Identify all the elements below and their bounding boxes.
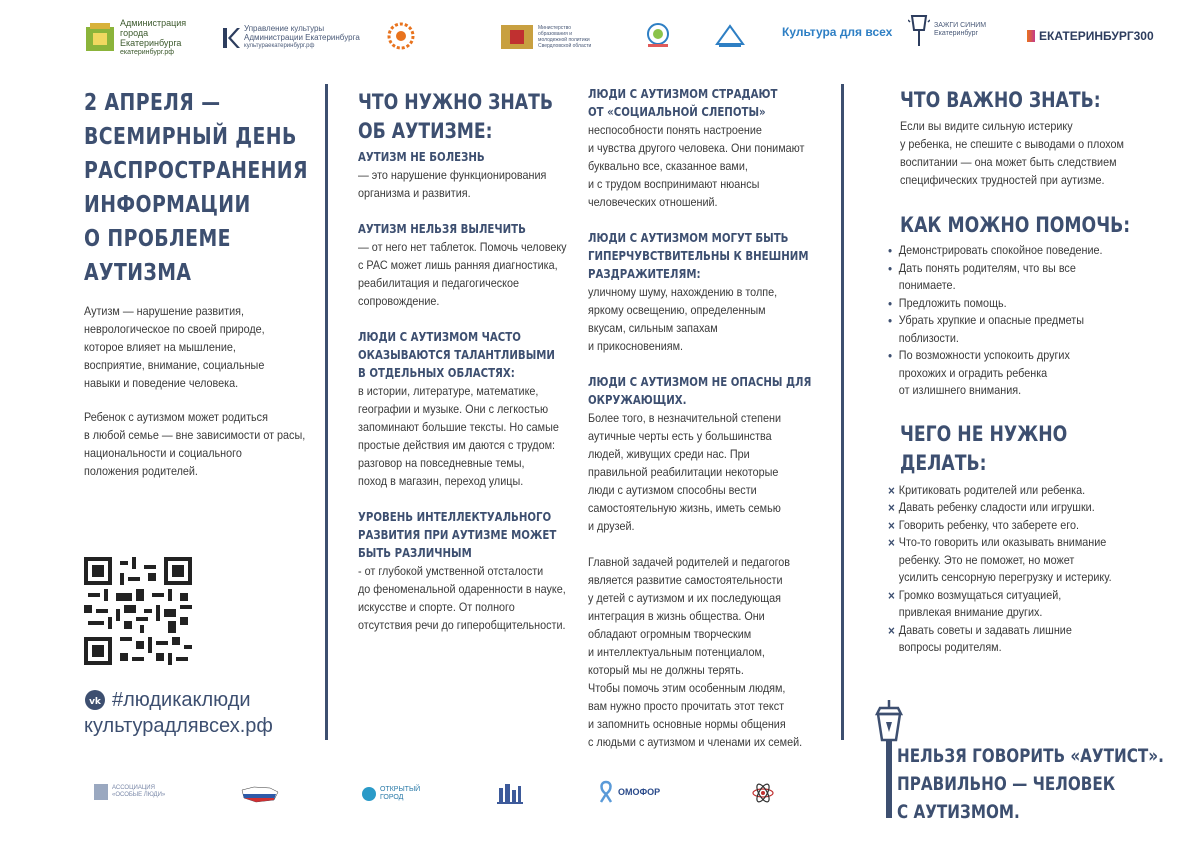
atom-logo — [752, 782, 774, 804]
col3 — [588, 85, 851, 751]
open-city-logo: ОТКРЫТЫЙ ГОРОД — [362, 786, 430, 802]
qr-code[interactable] — [84, 557, 192, 665]
k-letter-icon — [222, 27, 240, 49]
what-to-know-text: Если вы видите сильную истерику у ребенка, не спешите с выводами о плохом воспитании — она может быть следствием специфических трудностей при аутизме. — [900, 119, 1124, 187]
col2-section-2: АУТИЗМ НЕЛЬЗЯ ВЫЛЕЧИТЬ — от него нет таблеток. Помочь человеку с РАС может лишь ранняя диагностика, реабилитация и педагогическое сопровождение. — [358, 222, 567, 308]
list-item: • Убрать хрупкие и опасные предметы — [888, 312, 1151, 330]
title-line: 2 АПРЕЛЯ — — [84, 90, 221, 116]
hashtag-row[interactable] — [84, 687, 273, 739]
russia-map-logo — [240, 784, 280, 804]
list-item: от излишнего внимания. — [898, 383, 1022, 397]
site-link[interactable]: культурадлявсех.рф — [84, 715, 273, 737]
list-item: × Давать советы и задавать лишние — [888, 622, 1151, 640]
col2-section-3: ЛЮДИ С АУТИЗМОМ ЧАСТО ОКАЗЫВАЮТСЯ ТАЛАНТЛИВЫМИ В ОТДЕЛЬНЫХ ОБЛАСТЯХ: в истории, литературе, математике, географии и музыке. Они с легкостью запоминают большие тексты. Но самые простые действия им даются с трудом: разговор на повседневные темы, поход в магазин, переход улицы. — [358, 330, 559, 488]
list-item: вопросы родителям. — [898, 640, 1002, 654]
list-item: × Критиковать родителей или ребенка. — [888, 482, 1151, 500]
col1-title — [84, 86, 357, 290]
bottom-note: НЕЛЬЗЯ ГОВОРИТЬ «АУТИСТ». ПРАВИЛЬНО — ЧЕЛОВЕК С АУТИЗМОМ. — [897, 745, 1164, 823]
col1-paragraph-2: Ребенок с аутизмом может родиться в любой семье — вне зависимости от расы, национальности и социального положения родителей. — [84, 410, 306, 478]
what-not-to-do-title: ЧЕГО НЕ НУЖНО ДЕЛАТЬ: — [900, 421, 1068, 475]
vk-icon[interactable] — [84, 689, 106, 711]
admin-logo: Администрация города Екатеринбурга екатеринбург.рф — [84, 18, 192, 58]
col2-title: ОБ АУТИЗМЕ: — [358, 119, 493, 143]
title-line: О ПРОБЛЕМЕ — [84, 226, 231, 252]
how-to-help-title: КАК МОЖНО ПОМОЧЬ: — [900, 213, 1131, 237]
title-line: ИНФОРМАЦИИ — [84, 192, 251, 218]
hashtag[interactable]: #людикаклюди — [112, 689, 251, 711]
list-item: поблизости. — [898, 330, 959, 345]
title-line: РАСПРОСТРАНЕНИЯ — [84, 158, 308, 184]
what-not-to-do-list — [888, 482, 1181, 657]
culture-for-all-logo: Культура для всех — [782, 25, 893, 39]
list-item: × Говорить ребенку, что заберете его. — [888, 517, 1151, 535]
col4 — [888, 86, 1181, 657]
list-item: • По возможности успокоить других — [888, 347, 1151, 365]
zazhgi-siniim-logo: ЗАЖГИ СИНИМ Екатеринбург — [908, 12, 990, 48]
list-item: × Что-то говорить или оказывать внимание — [888, 534, 1151, 552]
title-line: АУТИЗМА — [84, 260, 192, 286]
omofor-logo: ОМОФОР — [598, 780, 660, 804]
svg-text:vk: vk — [89, 697, 101, 707]
list-item: привлекая внимание других. — [898, 605, 1043, 619]
title-line: ВСЕМИРНЫЙ ДЕНЬ — [84, 124, 297, 150]
association-logo: АССОЦИАЦИЯ «ОСОБЫЕ ЛЮДИ» — [94, 784, 176, 800]
ribbon-icon — [598, 780, 614, 804]
list-item: × Давать ребенку сладости или игрушки. — [888, 499, 1151, 517]
city-skyline-logo — [495, 780, 525, 806]
how-to-help-list — [888, 242, 1181, 400]
list-item: усилить сенсорную перегрузку и истерику. — [898, 570, 1112, 584]
lantern-icon — [908, 12, 930, 48]
col3-section-3: ЛЮДИ С АУТИЗМОМ НЕ ОПАСНЫ ДЛЯ ОКРУЖАЮЩИХ. Более того, в незначительной степени аутичные черты есть у большинства людей, живущих среди нас. При правильной реабилитации некоторые люди с аутизмом способны вести самостоятельную жизнь, иметь семью и друзей. — [588, 375, 812, 533]
culture-dept-logo: Управление культуры Администрации Екатеринбурга культураекатеринбург.рф — [222, 24, 362, 51]
col2-section-4: УРОВЕНЬ ИНТЕЛЛЕКТУАЛЬНОГО РАЗВИТИЯ ПРИ АУТИЗМЕ МОЖЕТ БЫТЬ РАЗЛИЧНЫМ - от глубокой умственной отсталости до феноменальной одаренности в науке, искусстве и спорте. От полного отсутствия речи до гиперобщительности. — [358, 510, 566, 632]
list-item: понимаете. — [898, 278, 956, 292]
tent-logo — [715, 24, 745, 48]
col3-section-2: ЛЮДИ С АУТИЗМОМ МОГУТ БЫТЬ ГИПЕРЧУВСТВИТЕЛЬНЫ К ВНЕШНИМ РАЗДРАЖИТЕЛЯМ: уличному шуму, нахождению в толпе, яркому освещению, определенным вкусам, сильным запахам и прикосновениям. — [588, 231, 809, 353]
list-item: • Предложить помощь. — [888, 295, 1151, 313]
list-item: • Демонстрировать спокойное поведение. — [888, 242, 1151, 260]
what-to-know-title: ЧТО ВАЖНО ЗНАТЬ: — [900, 88, 1101, 112]
list-item: ребенку. Это не поможет, но может — [898, 552, 1075, 567]
col1-paragraph-1: Аутизм — нарушение развития, неврологическое по своей природе, которое влияет на мышление, восприятие, внимание, социальные навыки и поведение человека. — [84, 304, 265, 390]
ministry-logo: Министерство образования и молодежной политики Свердловской области — [500, 24, 598, 50]
ring-badge-logo — [643, 22, 673, 48]
eagle-emblem-icon — [500, 24, 534, 50]
list-item: × Громко возмущаться ситуацией, — [888, 587, 1151, 605]
list-item: • Дать понять родителям, что вы все — [888, 260, 1151, 278]
list-item: прохожих и оградить ребенка — [898, 365, 1048, 380]
col3-paragraph: Главной задачей родителей и педагогов является развитие самостоятельности у детей с аутизмом и их последующая интеграция в жизнь общества. Они обладают огромным творческим и интеллектуальным потенциалом, который мы не должны терять. Чтобы помочь этим особенным людям, вам нужно просто прочитать этот текст и запомнить основные нормы общения с людьми с аутизмом и членами их семей. — [588, 555, 803, 749]
ekb300-logo: ЕКАТЕРИНБУРГ300 — [1027, 30, 1154, 42]
col2 — [358, 88, 596, 634]
col3-section-1: ЛЮДИ С АУТИЗМОМ СТРАДАЮТ ОТ «СОЦИАЛЬНОЙ СЛЕПОТЫ» неспособности понять настроение и чувства другого человека. Они понимают буквально все, сказанное вами, и с трудом воспринимают нюансы человеческих отношений. — [588, 87, 805, 209]
orange-circle-logo — [387, 22, 417, 50]
col2-section-1: АУТИЗМ НЕ БОЛЕЗНЬ — это нарушение функционирования организма и развития. — [358, 150, 547, 200]
coat-of-arms-icon — [84, 23, 116, 53]
col2-title: ЧТО НУЖНО ЗНАТЬ — [358, 90, 553, 114]
